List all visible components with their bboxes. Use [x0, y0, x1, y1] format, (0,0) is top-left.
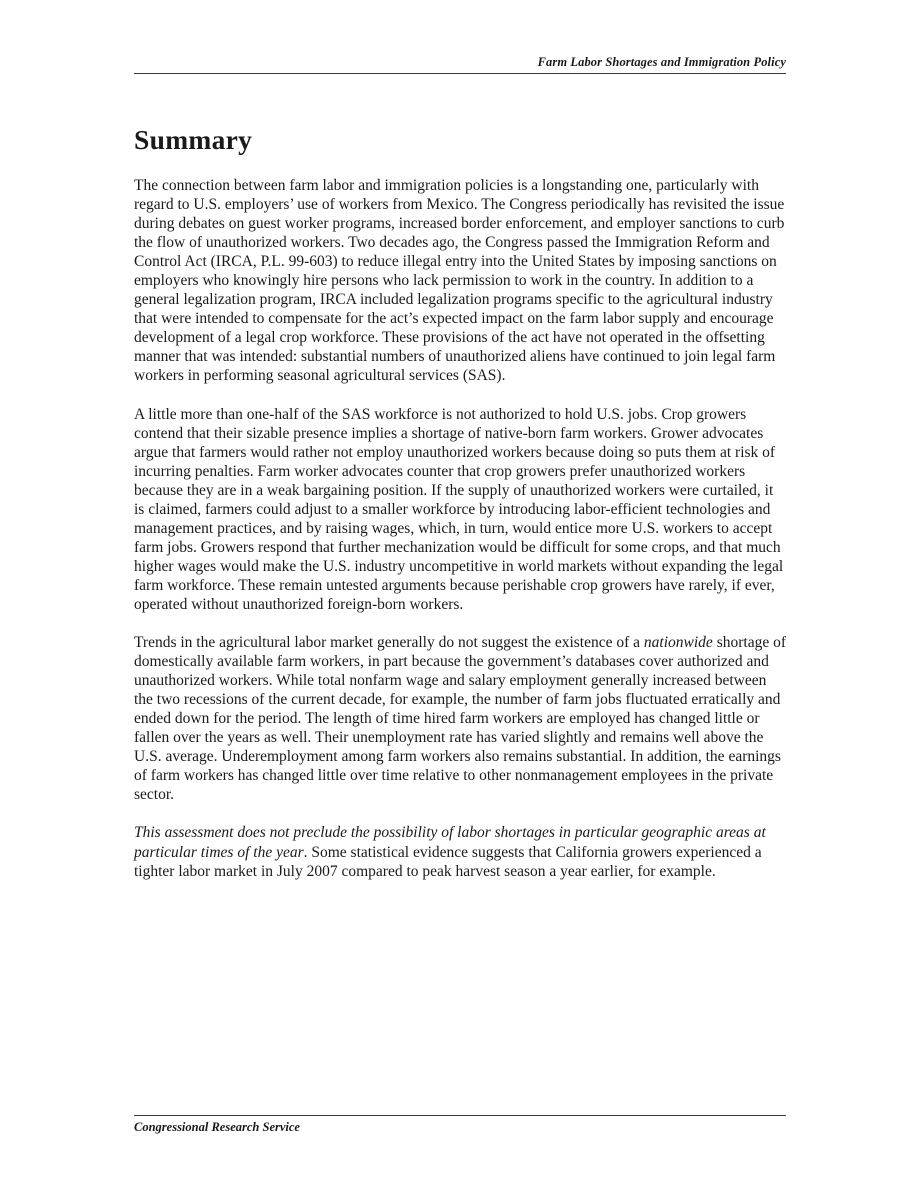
paragraph-4-emphasis: This assessment does not preclude the possibility of labor shortages in particular geographic areas at particular times of the year: [134, 824, 766, 861]
paragraph-3-emphasis: nationwide: [643, 634, 713, 652]
paragraph-4-rest: . Some statistical evidence suggests that California growers experienced a tighter labor market in July 2007 compared to peak harvest season a year earlier, for example.: [134, 843, 762, 880]
header-divider: [134, 73, 786, 74]
footer-organization: Congressional Research Service: [134, 1120, 300, 1134]
paragraph-3-rest: shortage of domestically available farm workers, in part because the government’s databases cover authorized and unauthorized workers. While total nonfarm wage and salary employment generally increased between the two recessions of the current decade, for example, the number of farm jobs fluctuated erratically and ended down for the period. The length of time hired farm workers are employed has changed little or fallen over the years as well. Their unemployment rate has varied slightly and remains well above the U.S. average. Underemployment among farm workers also remains substantial. In addition, the earnings of farm workers has changed little over time relative to other nonmanagement employees in the private sector.: [134, 634, 786, 804]
footer-divider: [134, 1115, 786, 1116]
paragraph-3-lead: Trends in the agricultural labor market generally do not suggest the existence of a: [134, 634, 644, 652]
paragraph-4: [134, 823, 786, 880]
summary-body: [134, 176, 786, 900]
running-header-title: Farm Labor Shortages and Immigration Policy: [537, 55, 786, 69]
paragraph-3: [134, 633, 786, 804]
page-title: Summary: [134, 124, 253, 155]
paragraph-1: The connection between farm labor and immigration policies is a longstanding one, particularly with regard to U.S. employers’ use of workers from Mexico. The Congress periodically has revisited the issue during debates on guest worker programs, increased border enforcement, and employer sanctions to curb the flow of unauthorized workers. Two decades ago, the Congress passed the Immigration Reform and Control Act (IRCA, P.L. 99-603) to reduce illegal entry into the United States by imposing sanctions on employers who knowingly hire persons who lack permission to work in the country. In addition to a general legalization program, IRCA included legalization programs specific to the agricultural industry that were intended to compensate for the act’s expected impact on the farm labor supply and encourage development of a legal crop workforce. These provisions of the act have not operated in the offsetting manner that was intended: substantial numbers of unauthorized aliens have continued to join legal farm workers in performing seasonal agricultural services (SAS).: [134, 177, 785, 385]
paragraph-2: A little more than one-half of the SAS workforce is not authorized to hold U.S. jobs. Crop growers contend that their sizable presence implies a shortage of native-born farm workers. Grower advocates argue that farmers would rather not employ unauthorized workers because doing so puts them at risk of incurring penalties. Farm worker advocates counter that crop growers prefer unauthorized workers because they are in a weak bargaining position. If the supply of unauthorized workers were curtailed, it is claimed, farmers could adjust to a smaller workforce by introducing labor-efficient technologies and management practices, and by raising wages, which, in turn, would entice more U.S. workers to accept farm jobs. Growers respond that further mechanization would be difficult for some crops, and that much higher wages would make the U.S. industry uncompetitive in world markets without expanding the legal farm workforce. These remain untested arguments because perishable crop growers have rarely, if ever, operated without unauthorized foreign-born workers.: [134, 405, 784, 613]
